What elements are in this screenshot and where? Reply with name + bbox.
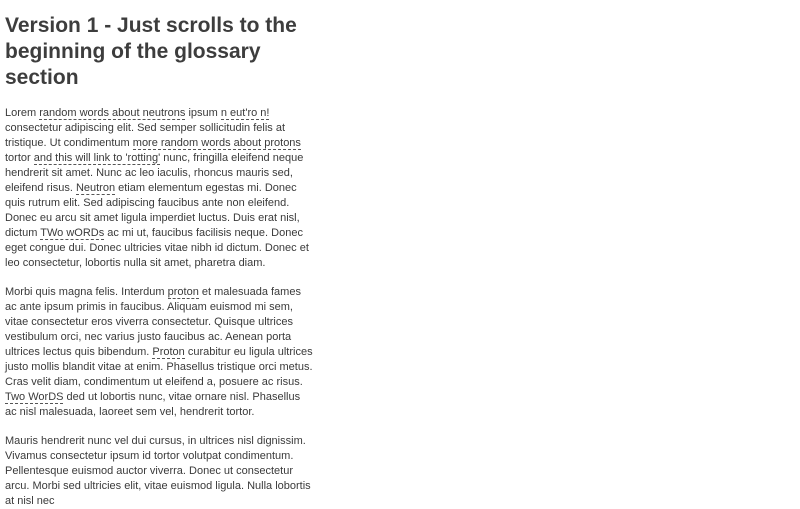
text-span: consectetur adipiscing elit. Sed semper sollicitudin felis at tristique. Ut condimentum [5,122,286,149]
text-span: et malesuada fames ac ante ipsum primis in faucibus. Aliquam euismod mi sem, vitae consectetur eros viverra consectetur. Quisque ultrices vestibulum orci, nec varius justo faucibus ac. Aenean porta ultrices lectus quis bibendum. [5,286,301,358]
text-span: ipsum [185,107,221,119]
text-span: ac mi ut, faucibus facilisis neque. Donec eget congue dui. Donec ultricies vitae nibh id dictum. Donec et leo consectetur, lobortis nulla sit amet, pharetra diam. [5,227,309,269]
glossary-link-neutron[interactable]: Neutron [75,182,116,194]
text-span: ded ut lobortis nunc, vitae ornare nisl. Phasellus ac nisl malesuada, laoreet sem vel, hendrerit tortor. [5,391,301,418]
page-heading: Version 1 - Just scrolls to the beginning of the glossary section [5,14,297,89]
paragraph-3 [5,434,313,509]
glossary-link-random-words-protons[interactable]: more random words about protons [132,137,301,149]
paragraph-1 [5,106,313,271]
text-span: etiam elementum egestas mi. Donec quis rutrum elit. Sed adipiscing faucibus ante non eleifend. Donec eu arcu sit amet ligula imperdiet luctus. Duis erat nisl, dictum [5,182,300,239]
text-span: Lorem [5,107,40,119]
text-span: curabitur eu ligula ultrices justo mollis blandit vitae at enim. Phasellus tristique orci metus. Cras velit diam, condimentum ut eleifend a, posuere ac risus. [5,346,313,388]
glossary-link-rotting[interactable]: and this will link to 'rotting' [33,152,161,164]
text-span: Mauris hendrerit nunc vel dui cursus, in ultrices nisl dignissim. Vivamus consectetur ipsum id tortor volutpat condimentum. Pellentesque euismod auctor viverra. Donec ut consectetur arcu. Morbi sed ultricies elit, vitae euismod ligula. Nulla lobortis at nisl nec [5,435,311,507]
glossary-link-random-words-neutrons[interactable]: random words about neutrons [39,107,186,119]
glossary-link-two-words-alt[interactable]: Two WorDS [5,391,64,403]
text-span: tortor [5,152,34,164]
paragraph-2 [5,285,313,420]
glossary-link-proton-lower[interactable]: proton [167,286,199,298]
glossary-link-two-words[interactable]: TWo wORDs [40,227,105,239]
text-span: nunc, fringilla eleifend neque hendrerit sit amet. Nunc ac leo iaculis, rhoncus mauris sed, eleifend risus. [5,152,304,194]
glossary-link-neutron-variant[interactable]: n eut'ro n! [220,107,270,119]
glossary-link-proton[interactable]: Proton [152,346,185,358]
text-span: Morbi quis magna felis. Interdum [5,286,168,298]
main-content [5,0,313,509]
